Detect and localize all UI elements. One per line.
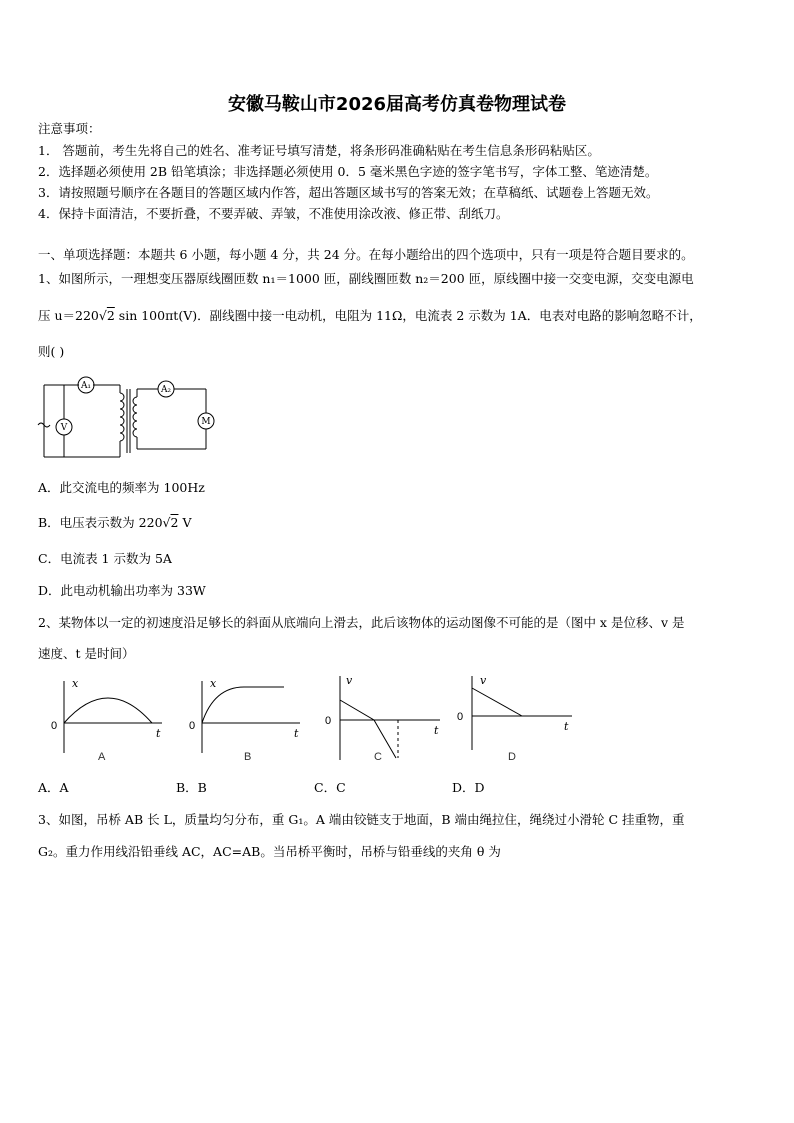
graph-c-caption: C bbox=[374, 751, 382, 763]
page-title: 安徽马鞍山市2026届高考仿真卷物理试卷 bbox=[227, 94, 567, 115]
q1-option-c: C．电流表 1 示数为 5A bbox=[38, 551, 172, 566]
q1-line-2 bbox=[38, 308, 702, 324]
graph-a-ylabel: x bbox=[72, 677, 79, 690]
section-heading: 一、单项选择题：本题共 6 小题，每小题 4 分，共 24 分。在每小题给出的四个选项中，只有一项是符合题目要求的。 bbox=[38, 247, 694, 262]
q1-option-b-sqrt: 2 bbox=[170, 515, 179, 530]
q1-line-1: 1、如图所示，一理想变压器原线圈匝数 n₁＝1000 匝，副线圈匝数 n₂＝200 匝，原线圈中接一交变电源，交变电源电 bbox=[38, 271, 694, 286]
graph-a-xlabel: t bbox=[156, 727, 161, 740]
voltmeter-label: V bbox=[60, 423, 68, 433]
graph-c-xlabel: t bbox=[434, 724, 439, 737]
ammeter-1-label: A₁ bbox=[80, 381, 92, 391]
graph-d-ylabel: v bbox=[480, 674, 487, 687]
q1-formula-suffix: sin 100πt(V)．副线圈中接一电动机，电阻为 11Ω，电流表 2 示数为 1A．电表对电路的影响忽略不计， bbox=[118, 308, 702, 323]
q3-line-2: G₂。重力作用线沿铅垂线 AC，AC=AB。当吊桥平衡时，吊桥与铅垂线的夹角 θ 为 bbox=[38, 844, 501, 859]
sqrt-symbol: √ bbox=[162, 515, 171, 530]
q3-line-1: 3、如图，吊桥 AB 长 L，质量均匀分布，重 G₁。A 端由铰链支于地面，B 端由绳拉住，绳绕过小滑轮 C 挂重物，重 bbox=[38, 812, 685, 827]
graph-a-caption: A bbox=[98, 751, 106, 763]
q1-line-3: 则( ) bbox=[38, 344, 65, 359]
graph-b-ylabel: x bbox=[210, 677, 217, 690]
graph-d-xlabel: t bbox=[564, 720, 569, 733]
q1-option-b bbox=[38, 515, 191, 531]
notice-item-1: 1． 答题前，考生先将自己的姓名、准考证号填写清楚，将条形码准确粘贴在考生信息条形码粘贴区。 bbox=[38, 143, 600, 158]
q2-option-b: B．B bbox=[176, 780, 207, 795]
sqrt-symbol: √ bbox=[98, 308, 107, 323]
q1-sqrt-value: 2 bbox=[106, 308, 115, 323]
graph-d-origin: 0 bbox=[457, 711, 464, 723]
motor-label: M bbox=[201, 417, 211, 427]
graph-b-origin: 0 bbox=[189, 720, 196, 732]
notice-item-4: 4．保持卡面清洁，不要折叠，不要弄破、弄皱，不准使用涂改液、修正带、刮纸刀。 bbox=[38, 206, 509, 221]
graph-c bbox=[322, 670, 446, 762]
graph-c-origin: 0 bbox=[325, 715, 332, 727]
graph-d-caption: D bbox=[508, 751, 516, 763]
q1-option-d: D．此电动机输出功率为 33W bbox=[38, 583, 206, 598]
graph-c-line bbox=[340, 700, 396, 758]
ammeter-2-label: A₂ bbox=[160, 385, 172, 395]
notice-item-3: 3．请按照题号顺序在各题目的答题区域内作答，超出答题区域书写的答案无效；在草稿纸、试题卷上答题无效。 bbox=[38, 185, 659, 200]
graph-b bbox=[186, 675, 306, 755]
notice-item-2: 2．选择题必须使用 2B 铅笔填涂；非选择题必须使用 0．5 毫米黑色字迹的签字笔书写，字体工整、笔迹清楚。 bbox=[38, 164, 658, 179]
graph-a-origin: 0 bbox=[51, 720, 58, 732]
graph-b-curve bbox=[202, 687, 284, 723]
graph-a bbox=[48, 675, 168, 755]
q1-option-a: A．此交流电的频率为 100Hz bbox=[38, 480, 205, 495]
transformer-circuit-diagram bbox=[34, 375, 224, 465]
q2-option-a: A．A bbox=[38, 780, 69, 795]
q2-option-c: C．C bbox=[314, 780, 346, 795]
graph-d-line bbox=[472, 688, 522, 716]
graph-c-ylabel: v bbox=[346, 674, 353, 687]
graph-a-curve bbox=[64, 698, 152, 723]
q1-option-b-unit: V bbox=[182, 515, 192, 530]
q1-formula-prefix: 压 u＝220 bbox=[38, 308, 99, 323]
graph-d bbox=[454, 670, 578, 752]
q2-option-d: D．D bbox=[452, 780, 485, 795]
q2-line-2: 速度、t 是时间） bbox=[38, 646, 135, 661]
notice-heading: 注意事项： bbox=[38, 121, 101, 136]
q2-line-1: 2、某物体以一定的初速度沿足够长的斜面从底端向上滑去，此后该物体的运动图像不可能的是（图中 x 是位移、v 是 bbox=[38, 615, 685, 630]
graph-b-xlabel: t bbox=[294, 727, 299, 740]
q1-option-b-text: B．电压表示数为 220 bbox=[38, 515, 163, 530]
graph-b-caption: B bbox=[244, 751, 252, 763]
